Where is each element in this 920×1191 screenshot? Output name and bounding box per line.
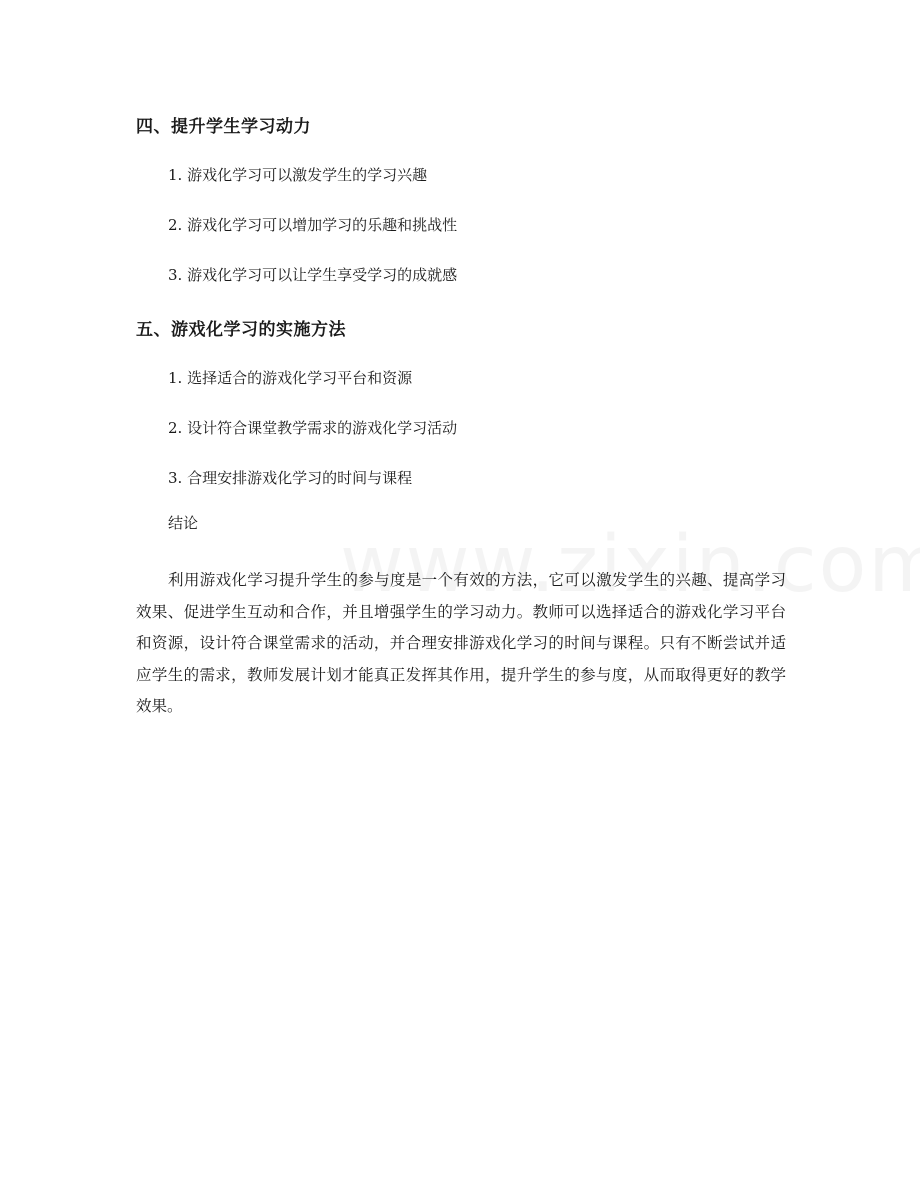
list-item: 3. 游戏化学习可以让学生享受学习的成就感 (168, 266, 458, 284)
list-item: 3. 合理安排游戏化学习的时间与课程 (168, 469, 413, 487)
section-heading-4: 四、提升学生学习动力 (136, 117, 311, 137)
section-heading-5: 五、游戏化学习的实施方法 (136, 320, 346, 340)
list-item: 2. 游戏化学习可以增加学习的乐趣和挑战性 (168, 216, 458, 234)
list-item: 2. 设计符合课堂教学需求的游戏化学习活动 (168, 419, 458, 437)
list-item: 1. 选择适合的游戏化学习平台和资源 (168, 369, 413, 387)
list-item: 1. 游戏化学习可以激发学生的学习兴趣 (168, 166, 428, 184)
conclusion-paragraph: 利用游戏化学习提升学生的参与度是一个有效的方法，它可以激发学生的兴趣、提高学习效果、促进学生互动和合作，并且增强学生的学习动力。教师可以选择适合的游戏化学习平台和资源，设计符合课堂需求的活动，并合理安排游戏化学习的时间与课程。只有不断尝试并适应学生的需求，教师发展计划才能真正发挥其作用，提升学生的参与度，从而取得更好的教学效果。 (136, 571, 786, 715)
conclusion-title: 结论 (168, 514, 199, 532)
